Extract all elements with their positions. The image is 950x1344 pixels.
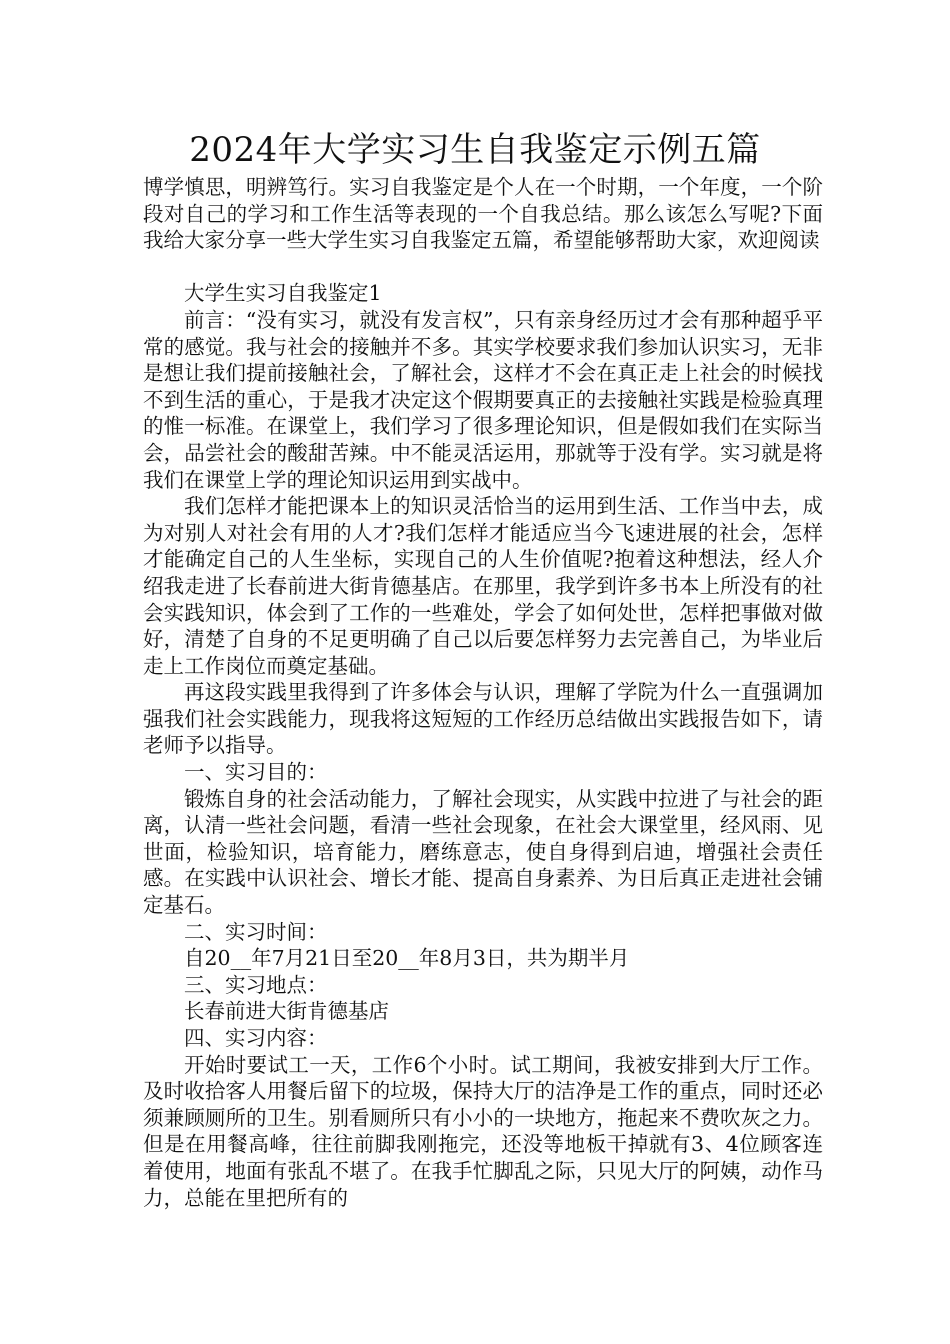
body-paragraph: 自20__年7月21日至20__年8月3日，共为期半月 — [184, 946, 630, 971]
body-paragraph: 开始时要试工一天，工作6个小时。试工期间，我被安排到大厅工作。及时收拾客人用餐后留下的垃圾，保持大厅的洁净是工作的重点，同时还必须兼顾厕所的卫生。别看厕所只有小小的一块地方，拖起来不费吹灰之力。但是在用餐高峰，往往前脚我刚拖完，还没等地板干掉就有3、4位顾客连着使用，地面有张乱不堪了。在我手忙脚乱之际，只见大厅的阿姨，动作马力，总能在里把所有的 — [143, 1052, 823, 1210]
subheading-location: 三、实习地点： — [184, 972, 328, 997]
document-title: 2024年大学实习生自我鉴定示例五篇 — [189, 130, 761, 170]
blank-line — [143, 254, 823, 281]
subheading-purpose: 一、实习目的： — [184, 760, 328, 785]
body-paragraph: 再这段实践里我得到了许多体会与认识，理解了学院为什么一直强调加强我们社会实践能力，现我将这短短的工作经历总结做出实践报告如下，请老师予以指导。 — [143, 680, 823, 758]
body-paragraph: 我们怎样才能把课本上的知识灵活恰当的运用到生活、工作当中去，成为对别人对社会有用的人才?我们怎样才能适应当今飞速进展的社会，怎样才能确定自己的人生坐标，实现自己的人生价值呢?抱着这种想法，经人介绍我走进了长春前进大街肯德基店。在那里，我学到许多书本上所没有的社会实践知识，体会到了工作的一些难处，学会了如何处世，怎样把事做对做好，清楚了自身的不足更明确了自己以后要怎样努力去完善自己，为毕业后走上工作岗位而奠定基础。 — [143, 494, 823, 678]
subheading-time: 二、实习时间： — [184, 919, 328, 944]
intro-paragraph: 博学慎思，明辨笃行。实习自我鉴定是个人在一个时期，一个年度，一个阶段对自己的学习和工作生活等表现的一个自我总结。那么该怎么写呢?下面我给大家分享一些大学生实习自我鉴定五篇，希望能够帮助大家，欢迎阅读 — [143, 175, 823, 253]
body-paragraph: 前言：“没有实习，就没有发言权”，只有亲身经历过才会有那种超乎平常的感觉。我与社会的接触并不多。其实学校要求我们参加认识实习，无非是想让我们提前接触社会，了解社会，这样才不会在真正走上社会的时候找不到生活的重心，于是我才决定这个假期要真正的去接触社实践是检验真理的惟一标准。在课堂上，我们学习了很多理论知识，但是假如我们在实际当会，品尝社会的酸甜苦辣。中不能灵活运用，那就等于没有学。实习就是将我们在课堂上学的理论知识运用到实战中。 — [143, 307, 823, 492]
body-paragraph: 锻炼自身的社会活动能力，了解社会现实，从实践中拉进了与社会的距离，认清一些社会问题，看清一些社会现象，在社会大课堂里，经风雨、见世面，检验知识，培育能力，磨练意志，使自身得到启迪，增强社会责任感。在实践中认识社会、增长才能、提高自身素养、为日后真正走进社会铺定基石。 — [143, 786, 823, 918]
document-body — [143, 174, 823, 1211]
body-paragraph: 长春前进大街肯德基店 — [184, 999, 389, 1024]
section-heading: 大学生实习自我鉴定1 — [184, 281, 382, 306]
subheading-content: 四、实习内容： — [184, 1026, 328, 1050]
